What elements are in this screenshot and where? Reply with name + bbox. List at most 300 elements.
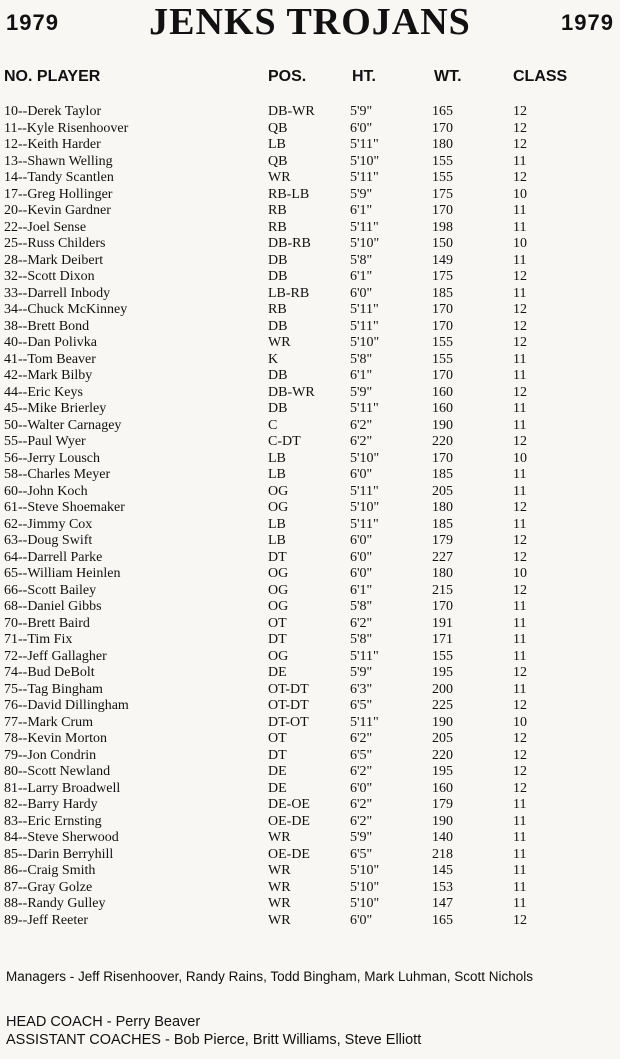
table-row xyxy=(0,418,620,435)
cell-wt: 198 xyxy=(432,219,453,235)
cell-class: 11 xyxy=(513,285,527,301)
cell-pos: QB xyxy=(268,120,288,136)
cell-wt: 179 xyxy=(432,797,453,812)
cell-class: 11 xyxy=(513,846,527,862)
cell-pos: C-DT xyxy=(268,434,301,449)
cell-class: 12 xyxy=(513,698,527,713)
cell-class: 12 xyxy=(513,912,527,928)
cell-ht: 5'11" xyxy=(350,401,379,416)
cell-ht: 5'8" xyxy=(350,351,373,367)
table-row xyxy=(0,154,620,171)
year-left: 1979 xyxy=(6,10,59,35)
cell-class: 12 xyxy=(513,747,527,763)
table-row xyxy=(0,385,620,402)
cell-player: 74--Bud DeBolt xyxy=(4,665,95,680)
cell-wt: 190 xyxy=(432,813,453,829)
cell-player: 83--Eric Ernsting xyxy=(4,813,102,829)
cell-pos: WR xyxy=(268,335,291,350)
table-row xyxy=(0,484,620,501)
cell-ht: 5'10" xyxy=(350,153,380,169)
cell-wt: 170 xyxy=(432,450,453,466)
table-row xyxy=(0,236,620,253)
cell-ht: 5'9" xyxy=(350,186,373,202)
cell-player: 71--Tim Fix xyxy=(4,632,73,647)
cell-pos: DT xyxy=(268,632,287,647)
cell-ht: 5'11" xyxy=(350,219,379,235)
cell-pos: OG xyxy=(268,500,289,515)
cell-wt: 225 xyxy=(432,698,453,713)
table-row xyxy=(0,698,620,715)
cell-player: 58--Charles Meyer xyxy=(4,467,111,482)
cell-player: 22--Joel Sense xyxy=(4,219,87,235)
cell-class: 11 xyxy=(513,863,527,878)
cell-ht: 5'10" xyxy=(350,896,380,911)
cell-pos: DB xyxy=(268,401,288,416)
table-row xyxy=(0,170,620,187)
cell-wt: 170 xyxy=(432,120,453,136)
cell-ht: 6'0" xyxy=(350,533,373,548)
cell-class: 11 xyxy=(513,483,527,499)
roster-column-headers xyxy=(0,68,620,88)
cell-ht: 6'1" xyxy=(350,269,373,284)
cell-class: 11 xyxy=(513,681,527,697)
cell-player: 13--Shawn Welling xyxy=(4,153,113,169)
cell-ht: 5'11" xyxy=(350,318,379,334)
cell-class: 12 xyxy=(513,533,527,548)
cell-pos: LB xyxy=(268,137,286,152)
cell-ht: 6'0" xyxy=(350,912,373,928)
cell-pos: DE-OE xyxy=(268,797,310,812)
cell-wt: 180 xyxy=(432,500,453,515)
cell-wt: 155 xyxy=(432,648,453,664)
cell-player: 75--Tag Bingham xyxy=(4,681,103,697)
cell-player: 84--Steve Sherwood xyxy=(4,830,119,845)
cell-ht: 6'2" xyxy=(350,764,373,779)
table-row xyxy=(0,104,620,121)
cell-pos: DB-WR xyxy=(268,104,315,119)
cell-pos: OE-DE xyxy=(268,846,310,862)
cell-class: 12 xyxy=(513,335,527,350)
cell-player: 76--David Dillingham xyxy=(4,698,129,713)
cell-class: 10 xyxy=(513,450,527,466)
table-row xyxy=(0,748,620,765)
cell-class: 12 xyxy=(513,302,527,317)
cell-pos: OG xyxy=(268,483,289,499)
cell-wt: 140 xyxy=(432,830,453,845)
cell-player: 66--Scott Bailey xyxy=(4,582,97,598)
cell-ht: 5'11" xyxy=(350,516,379,532)
table-row xyxy=(0,467,620,484)
cell-ht: 6'2" xyxy=(350,434,373,449)
cell-class: 12 xyxy=(513,137,527,152)
cell-pos: DE xyxy=(268,665,287,680)
cell-class: 12 xyxy=(513,434,527,449)
table-row xyxy=(0,517,620,534)
cell-class: 12 xyxy=(513,170,527,185)
cell-class: 12 xyxy=(513,269,527,284)
cell-ht: 5'11" xyxy=(350,302,379,317)
cell-wt: 160 xyxy=(432,384,453,400)
cell-wt: 195 xyxy=(432,665,453,680)
cell-player: 72--Jeff Gallagher xyxy=(4,648,107,664)
table-row xyxy=(0,649,620,666)
cell-player: 86--Craig Smith xyxy=(4,863,96,878)
cell-ht: 5'11" xyxy=(350,714,379,730)
cell-ht: 5'10" xyxy=(350,863,380,878)
table-row xyxy=(0,368,620,385)
cell-pos: WR xyxy=(268,863,291,878)
cell-pos: OT xyxy=(268,615,287,631)
cell-pos: DT xyxy=(268,549,287,565)
cell-player: 45--Mike Brierley xyxy=(4,401,107,416)
cell-class: 11 xyxy=(513,351,527,367)
cell-wt: 220 xyxy=(432,434,453,449)
cell-ht: 6'0" xyxy=(350,549,373,565)
cell-class: 11 xyxy=(513,368,527,383)
cell-player: 63--Doug Swift xyxy=(4,533,93,548)
cell-class: 11 xyxy=(513,516,527,532)
cell-class: 12 xyxy=(513,665,527,680)
cell-pos: WR xyxy=(268,830,291,845)
cell-class: 12 xyxy=(513,500,527,515)
cell-class: 11 xyxy=(513,599,527,614)
cell-class: 11 xyxy=(513,252,527,268)
head-coach-line: HEAD COACH - Perry Beaver xyxy=(6,1014,201,1030)
cell-player: 14--Tandy Scantlen xyxy=(4,170,114,185)
cell-player: 41--Tom Beaver xyxy=(4,351,96,367)
cell-ht: 6'0" xyxy=(350,285,373,301)
cell-wt: 153 xyxy=(432,879,453,895)
assistant-coaches-line: ASSISTANT COACHES - Bob Pierce, Britt Williams, Steve Elliott xyxy=(6,1032,422,1048)
cell-pos: RB xyxy=(268,203,287,218)
cell-ht: 5'9" xyxy=(350,384,373,400)
table-row xyxy=(0,632,620,649)
cell-ht: 5'8" xyxy=(350,599,373,614)
cell-player: 12--Keith Harder xyxy=(4,137,101,152)
cell-pos: DB xyxy=(268,318,288,334)
cell-player: 89--Jeff Reeter xyxy=(4,912,89,928)
table-row xyxy=(0,830,620,847)
cell-player: 40--Dan Polivka xyxy=(4,335,97,350)
cell-class: 12 xyxy=(513,318,527,334)
table-row xyxy=(0,599,620,616)
cell-class: 12 xyxy=(513,104,527,119)
cell-pos: K xyxy=(268,351,279,367)
cell-ht: 6'0" xyxy=(350,566,373,581)
header-player: NO. PLAYER xyxy=(4,68,101,85)
cell-class: 12 xyxy=(513,120,527,136)
cell-player: 50--Walter Carnagey xyxy=(4,417,122,433)
cell-ht: 5'11" xyxy=(350,137,379,152)
cell-wt: 165 xyxy=(432,912,453,928)
cell-pos: QB xyxy=(268,153,288,169)
cell-player: 28--Mark Deibert xyxy=(4,252,104,268)
cell-wt: 150 xyxy=(432,236,453,251)
table-row xyxy=(0,500,620,517)
cell-wt: 218 xyxy=(432,846,453,862)
table-row xyxy=(0,781,620,798)
cell-wt: 185 xyxy=(432,467,453,482)
cell-player: 70--Brett Baird xyxy=(4,615,90,631)
cell-player: 82--Barry Hardy xyxy=(4,797,98,812)
cell-ht: 6'0" xyxy=(350,780,373,796)
table-row xyxy=(0,682,620,699)
cell-ht: 5'8" xyxy=(350,252,373,268)
cell-ht: 6'1" xyxy=(350,203,373,218)
cell-class: 11 xyxy=(513,401,527,416)
cell-class: 10 xyxy=(513,566,527,581)
cell-class: 11 xyxy=(513,879,527,895)
cell-ht: 5'9" xyxy=(350,830,373,845)
cell-class: 12 xyxy=(513,582,527,598)
cell-wt: 179 xyxy=(432,533,453,548)
cell-ht: 6'2" xyxy=(350,417,373,433)
table-row xyxy=(0,566,620,583)
page-title: JENKS TROJANS xyxy=(149,1,471,43)
cell-wt: 191 xyxy=(432,615,453,631)
cell-ht: 6'2" xyxy=(350,615,373,631)
cell-wt: 145 xyxy=(432,863,453,878)
cell-wt: 155 xyxy=(432,335,453,350)
cell-player: 32--Scott Dixon xyxy=(4,269,95,284)
table-row xyxy=(0,269,620,286)
header-class: CLASS xyxy=(513,68,568,85)
cell-player: 56--Jerry Lousch xyxy=(4,450,101,466)
cell-wt: 220 xyxy=(432,747,453,763)
table-row xyxy=(0,880,620,897)
cell-pos: WR xyxy=(268,879,291,895)
cell-ht: 6'1" xyxy=(350,368,373,383)
cell-pos: RB-LB xyxy=(268,186,310,202)
table-row xyxy=(0,335,620,352)
cell-pos: LB xyxy=(268,533,286,548)
cell-pos: OG xyxy=(268,648,289,664)
cell-pos: LB-RB xyxy=(268,285,310,301)
cell-player: 11--Kyle Risenhoover xyxy=(4,120,129,136)
cell-player: 88--Randy Gulley xyxy=(4,896,106,911)
table-row xyxy=(0,220,620,237)
table-row xyxy=(0,434,620,451)
cell-player: 65--William Heinlen xyxy=(4,566,121,581)
cell-wt: 160 xyxy=(432,401,453,416)
cell-pos: WR xyxy=(268,896,291,911)
table-row xyxy=(0,533,620,550)
table-row xyxy=(0,665,620,682)
cell-ht: 5'8" xyxy=(350,632,373,647)
cell-pos: LB xyxy=(268,516,286,532)
cell-wt: 185 xyxy=(432,516,453,532)
cell-class: 11 xyxy=(513,797,527,812)
table-row xyxy=(0,797,620,814)
cell-pos: RB xyxy=(268,219,287,235)
cell-class: 12 xyxy=(513,764,527,779)
cell-wt: 180 xyxy=(432,137,453,152)
cell-class: 12 xyxy=(513,780,527,796)
cell-wt: 190 xyxy=(432,714,453,730)
cell-class: 11 xyxy=(513,813,527,829)
cell-pos: OT xyxy=(268,731,287,746)
cell-player: 33--Darrell Inbody xyxy=(4,285,111,301)
cell-pos: DB-RB xyxy=(268,236,311,251)
header-ht: HT. xyxy=(352,68,376,85)
cell-ht: 6'2" xyxy=(350,797,373,812)
cell-pos: OG xyxy=(268,582,289,598)
cell-wt: 165 xyxy=(432,104,453,119)
cell-wt: 200 xyxy=(432,681,453,697)
cell-player: 44--Eric Keys xyxy=(4,384,83,400)
cell-pos: OG xyxy=(268,599,289,614)
cell-wt: 205 xyxy=(432,483,453,499)
cell-ht: 6'5" xyxy=(350,846,373,862)
cell-wt: 185 xyxy=(432,285,453,301)
cell-class: 11 xyxy=(513,615,527,631)
cell-ht: 5'11" xyxy=(350,648,379,664)
cell-pos: DB-WR xyxy=(268,384,315,400)
cell-pos: LB xyxy=(268,467,286,482)
cell-class: 11 xyxy=(513,467,527,482)
cell-wt: 155 xyxy=(432,170,453,185)
cell-player: 55--Paul Wyer xyxy=(4,434,86,449)
cell-class: 11 xyxy=(513,896,527,911)
cell-class: 11 xyxy=(513,203,527,218)
cell-player: 79--Jon Condrin xyxy=(4,747,97,763)
cell-wt: 170 xyxy=(432,599,453,614)
cell-player: 42--Mark Bilby xyxy=(4,368,93,383)
cell-player: 17--Greg Hollinger xyxy=(4,186,113,202)
cell-wt: 170 xyxy=(432,302,453,317)
header-wt: WT. xyxy=(434,68,462,85)
cell-ht: 6'3" xyxy=(350,681,373,697)
cell-wt: 190 xyxy=(432,417,453,433)
cell-pos: OT-DT xyxy=(268,681,309,697)
cell-ht: 5'10" xyxy=(350,236,380,251)
table-row xyxy=(0,302,620,319)
cell-ht: 5'9" xyxy=(350,665,373,680)
cell-player: 61--Steve Shoemaker xyxy=(4,500,125,515)
cell-wt: 175 xyxy=(432,186,453,202)
cell-pos: OG xyxy=(268,566,289,581)
cell-pos: RB xyxy=(268,302,287,317)
cell-player: 25--Russ Childers xyxy=(4,236,106,251)
cell-wt: 205 xyxy=(432,731,453,746)
cell-class: 12 xyxy=(513,731,527,746)
cell-wt: 195 xyxy=(432,764,453,779)
cell-ht: 6'0" xyxy=(350,120,373,136)
cell-ht: 6'2" xyxy=(350,731,373,746)
cell-class: 11 xyxy=(513,417,527,433)
cell-ht: 5'9" xyxy=(350,104,373,119)
cell-player: 87--Gray Golze xyxy=(4,879,93,895)
cell-class: 11 xyxy=(513,632,527,647)
table-row xyxy=(0,352,620,369)
cell-wt: 170 xyxy=(432,368,453,383)
cell-wt: 170 xyxy=(432,318,453,334)
table-row xyxy=(0,814,620,831)
cell-ht: 5'10" xyxy=(350,335,380,350)
cell-pos: DB xyxy=(268,269,288,284)
cell-class: 12 xyxy=(513,549,527,565)
table-row xyxy=(0,896,620,913)
cell-player: 60--John Koch xyxy=(4,483,88,499)
roster-table xyxy=(0,104,620,929)
cell-wt: 149 xyxy=(432,252,453,268)
cell-pos: DE xyxy=(268,780,287,796)
cell-class: 10 xyxy=(513,186,527,202)
table-row xyxy=(0,187,620,204)
table-row xyxy=(0,319,620,336)
cell-wt: 155 xyxy=(432,351,453,367)
cell-player: 10--Derek Taylor xyxy=(4,104,102,119)
cell-ht: 5'11" xyxy=(350,483,379,499)
cell-wt: 227 xyxy=(432,549,453,565)
cell-class: 12 xyxy=(513,384,527,400)
managers-line: Managers - Jeff Risenhoover, Randy Rains, Todd Bingham, Mark Luhman, Scott Nichols xyxy=(6,969,534,984)
cell-player: 80--Scott Newland xyxy=(4,764,111,779)
cell-pos: OT-DT xyxy=(268,698,309,713)
table-row xyxy=(0,203,620,220)
cell-player: 64--Darrell Parke xyxy=(4,549,103,565)
cell-wt: 170 xyxy=(432,203,453,218)
cell-pos: DB xyxy=(268,368,288,383)
cell-ht: 6'5" xyxy=(350,747,373,763)
cell-wt: 175 xyxy=(432,269,453,284)
cell-wt: 155 xyxy=(432,153,453,169)
cell-player: 85--Darin Berryhill xyxy=(4,846,114,862)
table-row xyxy=(0,583,620,600)
cell-pos: WR xyxy=(268,912,291,928)
table-row xyxy=(0,286,620,303)
table-row xyxy=(0,451,620,468)
table-row xyxy=(0,550,620,567)
table-row xyxy=(0,715,620,732)
cell-pos: DE xyxy=(268,764,287,779)
cell-wt: 215 xyxy=(432,582,453,598)
cell-class: 10 xyxy=(513,236,527,251)
cell-wt: 147 xyxy=(432,896,453,911)
cell-pos: C xyxy=(268,417,278,433)
cell-ht: 5'10" xyxy=(350,879,380,895)
table-row xyxy=(0,616,620,633)
cell-wt: 180 xyxy=(432,566,453,581)
cell-wt: 160 xyxy=(432,780,453,796)
cell-player: 38--Brett Bond xyxy=(4,318,90,334)
cell-ht: 5'10" xyxy=(350,500,380,515)
cell-class: 11 xyxy=(513,648,527,664)
table-row xyxy=(0,137,620,154)
cell-ht: 5'10" xyxy=(350,450,380,466)
table-row xyxy=(0,913,620,930)
cell-pos: OE-DE xyxy=(268,813,310,829)
cell-ht: 6'2" xyxy=(350,813,373,829)
table-row xyxy=(0,863,620,880)
year-right: 1979 xyxy=(561,10,614,35)
cell-pos: DT-OT xyxy=(268,714,309,730)
cell-player: 62--Jimmy Cox xyxy=(4,516,93,532)
table-row xyxy=(0,764,620,781)
cell-pos: DB xyxy=(268,252,288,268)
cell-pos: DT xyxy=(268,747,287,763)
cell-player: 68--Daniel Gibbs xyxy=(4,599,102,614)
table-row xyxy=(0,401,620,418)
cell-wt: 171 xyxy=(432,632,453,647)
cell-class: 10 xyxy=(513,714,527,730)
table-row xyxy=(0,253,620,270)
cell-class: 11 xyxy=(513,830,527,845)
cell-player: 78--Kevin Morton xyxy=(4,731,108,746)
cell-pos: LB xyxy=(268,450,286,466)
cell-class: 11 xyxy=(513,153,527,169)
table-row xyxy=(0,731,620,748)
